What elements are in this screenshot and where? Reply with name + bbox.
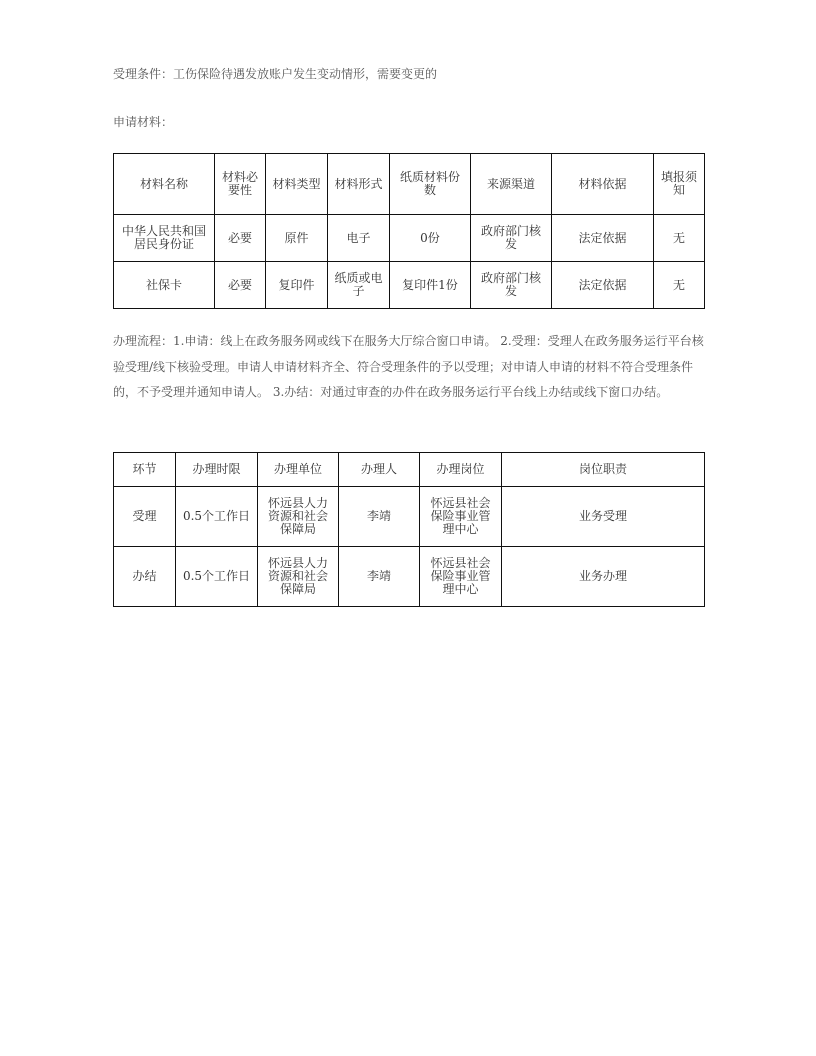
table-cell: 纸质或电子 [328,262,390,309]
table-cell: 怀远县社会保险事业管理中心 [420,487,502,547]
table-row [114,547,705,607]
process-description: 办理流程：1.申请：线上在政务服务网或线下在服务大厅综合窗口申请。 2.受理：受理人在政务服务运行平台核验受理/线下核验受理。申请人申请材料齐全、符合受理条件的予以受理；对申请人申请的材料不符合受理条件的，不予受理并通知申请人。 3.办结：对通过审查的办件在政务服务运行平台线上办结或线下窗口办结。 [113,334,704,399]
table-cell: 电子 [328,215,390,262]
process-header-cell: 办理时限 [176,453,258,487]
materials-heading: 申请材料： [113,115,174,129]
process-header-cell: 办理单位 [258,453,339,487]
table-cell: 业务办理 [502,547,705,607]
table-cell: 中华人民共和国居民身份证 [114,215,215,262]
table-cell: 0份 [390,215,471,262]
table-cell: 政府部门核发 [471,262,552,309]
process-table-header-row [114,453,705,487]
table-cell: 原件 [266,215,328,262]
table-cell: 办结 [114,547,176,607]
table-cell: 怀远县人力资源和社会保障局 [258,547,339,607]
materials-header-cell: 材料依据 [552,154,654,215]
table-cell: 受理 [114,487,176,547]
process-header-cell: 办理岗位 [420,453,502,487]
table-row [114,487,705,547]
table-cell: 无 [654,262,705,309]
table-cell: 社保卡 [114,262,215,309]
table-cell: 法定依据 [552,215,654,262]
process-header-cell: 岗位职责 [502,453,705,487]
table-row [114,262,705,309]
materials-header-cell: 材料形式 [328,154,390,215]
table-row [114,215,705,262]
process-header-cell: 办理人 [339,453,420,487]
table-cell: 必要 [215,262,266,309]
table-cell: 业务受理 [502,487,705,547]
table-cell: 无 [654,215,705,262]
table-cell: 复印件1份 [390,262,471,309]
acceptance-condition-text: 受理条件：工伤保险待遇发放账户发生变动情形，需要变更的 [113,67,438,81]
process-table [113,452,705,607]
table-cell: 怀远县社会保险事业管理中心 [420,547,502,607]
materials-header-cell: 材料名称 [114,154,215,215]
process-header-cell: 环节 [114,453,176,487]
table-cell: 0.5个工作日 [176,547,258,607]
materials-header-cell: 来源渠道 [471,154,552,215]
table-cell: 怀远县人力资源和社会保障局 [258,487,339,547]
table-cell: 李靖 [339,487,420,547]
table-cell: 0.5个工作日 [176,487,258,547]
materials-table [113,153,705,309]
materials-header-cell: 纸质材料份数 [390,154,471,215]
table-cell: 政府部门核发 [471,215,552,262]
table-cell: 复印件 [266,262,328,309]
materials-table-header-row [114,154,705,215]
table-cell: 法定依据 [552,262,654,309]
materials-header-cell: 材料类型 [266,154,328,215]
table-cell: 李靖 [339,547,420,607]
materials-header-cell: 填报须知 [654,154,705,215]
table-cell: 必要 [215,215,266,262]
materials-header-cell: 材料必要性 [215,154,266,215]
